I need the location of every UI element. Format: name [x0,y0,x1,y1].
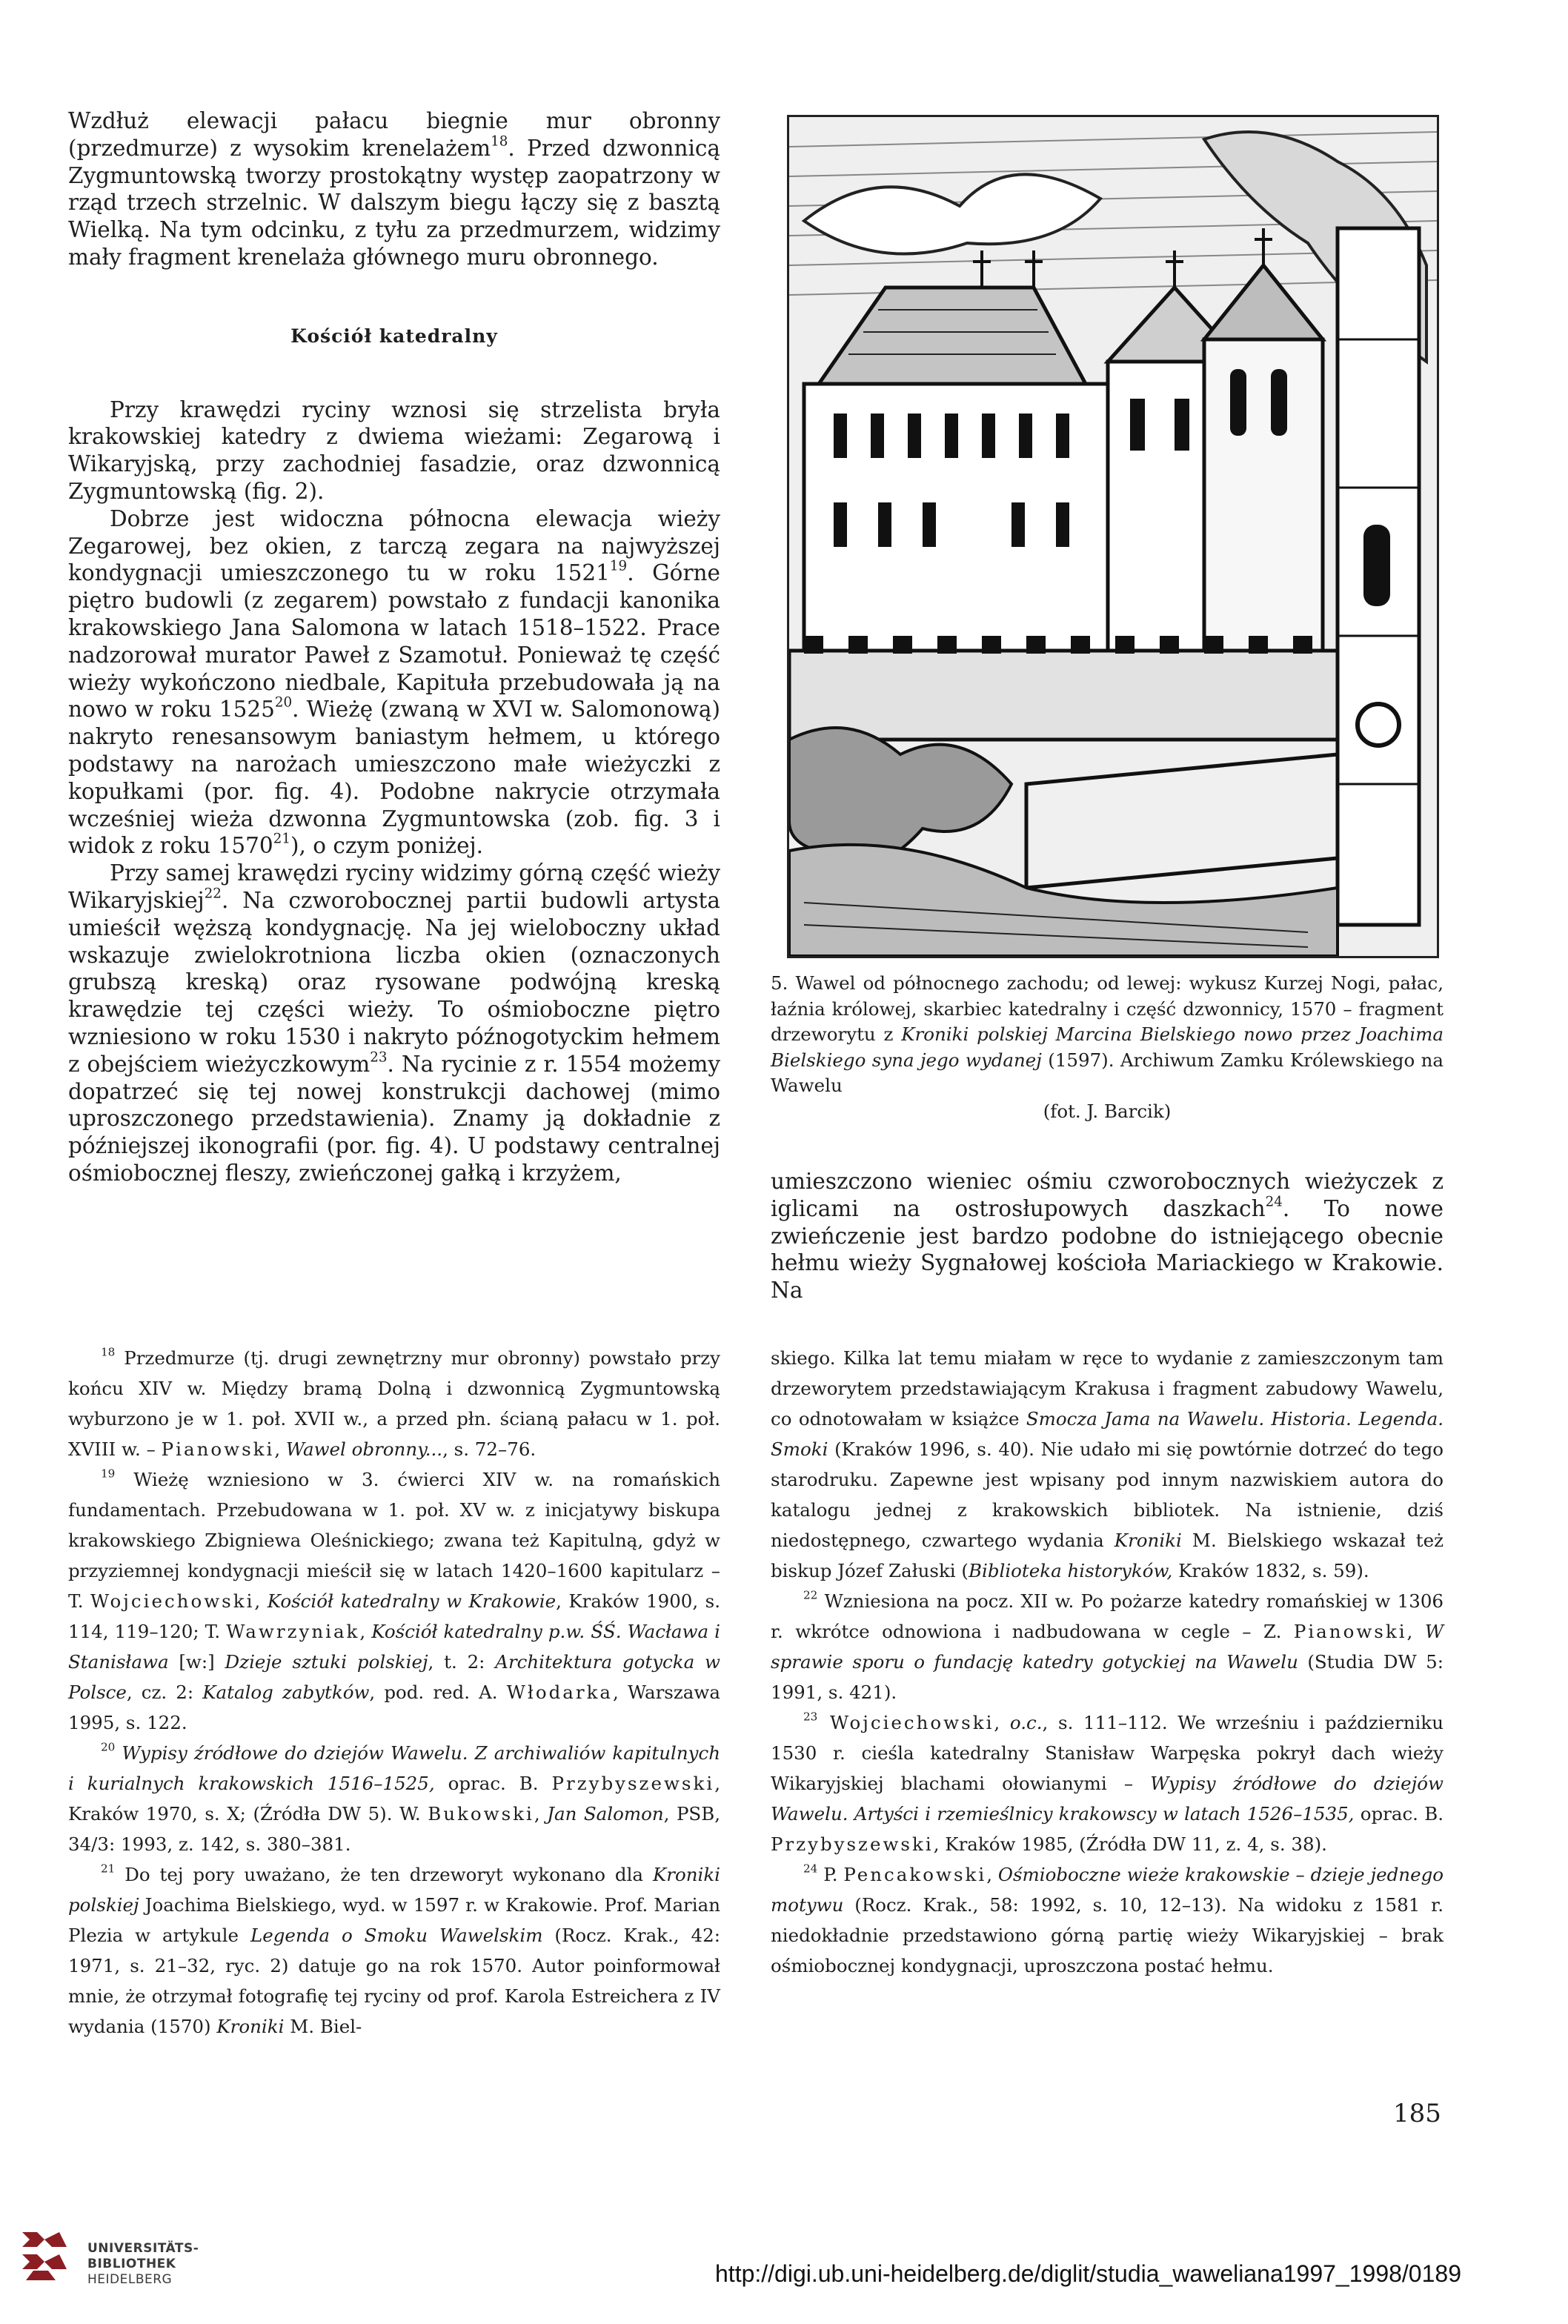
right-column-text [771,1168,1444,1304]
photo-credit: (fot. J. Barcik) [1043,1100,1172,1122]
page-number: 185 [1393,2099,1441,2128]
footnote-24: $^{24}$ P. Pencakowski, Ośmioboczne wieże krakowskie – dzieje jednego motywu (Rocz. Krak., 58: 1992, s. 10, 12–13). Na widoku z 1581 r. niedokładnie przedstawiono górną partię wieży Wikaryjskiej – brak ośmiobocznej kondygnacji, uproszczona postać hełmu. [771,1862,1444,1976]
footnote-ref-22[interactable]: 22 [204,886,222,902]
figure-woodcut-wawel [787,115,1439,958]
footnote-21-continued: skiego. Kilka lat temu miałam w ręce to wydanie z zamieszczonym tam drzeworytem przedstawiającym Krakusa i fragment zabudowy Wawelu, co odnotowałam w książce Smocza Jama na Wawelu. Historia. Legenda. Smoki (Kraków 1996, s. 40). Nie udało mi się powtórnie dotrzeć do tego starodruku. Zapewne jest wpisany pod innym nazwiskiem autora do katalogu jednej z krakowskich bibliotek. Na istnienie, dziś niedostępnego, czwartego wydania Kroniki M. Bielskiego wskazał też biskup Józef Załuski (Biblioteka historyków, Kraków 1832, s. 59). [771,1347,1444,1581]
paragraph-wieniec: umieszczono wieniec ośmiu czworobocznych wieżyczek z iglicami na ostrosłupowych daszkach$^{24}$. To nowe zwieńczenie jest bardzo podobne do istniejącego obecnie hełmu wieży Sygnałowej kościoła Mariackiego w Krakowie. Na [771,1169,1444,1304]
footnote-23: $^{23}$ Wojciechowski, o.c., s. 111–112. We wrześniu i październiku 1530 r. cieśla katedralny Stanisław Warpęska pokrył dach wieży Wikaryjskiej blachami ołowianymi – Wypisy źródłowe do dziejów Wawelu. Artyści i rzemieślnicy krakowscy w latach 1526–1535, oprac. B. Przybyszewski, Kraków 1985, (Źródła DW 11, z. 4, s. 38). [771,1710,1444,1855]
paragraph-wieza-wikaryjska: Przy samej krawędzi ryciny widzimy górną część wieży Wikaryjskiej$^{22}$. Na czworobocznej partii budowli artysta umieścił węższą kondygnację. Na jej wieloboczny układ wskazuje zwielokrotniona liczba okien (oznaczonych grubszą kreską) oraz rysowane podwójną kreską krawędzie tej części wieży. To ośmioboczne piętro wzniesiono w roku 1530 i nakryto późnogotyckim hełmem z obejściem wieżyczkowym$^{23}$. Na rycinie z r. 1554 możemy dopatrzeć się tej nowej konstrukcji dachowej (mimo uproszczonego przedstawienia). Znamy ją dokładnie z późniejszej ikonografii (por. fig. 4). U podstawy centralnej ośmiobocznej fleszy, zwieńczonej gałką i krzyżem, [68,860,721,1186]
left-footnotes [68,1343,720,2042]
university-library-logo-icon [15,2225,74,2284]
footnote-18: $^{18}$ Przedmurze (tj. drugi zewnętrzny mur obronny) powstało przy końcu XIV w. Między bramą Dolną i dzwonnicą Zygmuntowską wyburzono je w 1. poł. XVII w., a przed płn. ścianą pałacu w 1. poł. XVIII w. – Pianowski, Wawel obronny..., s. 72–76. [68,1345,720,1460]
footer-bar [0,2210,1568,2324]
woodcut-illustration [789,117,1437,956]
paragraph-przedmurze: Wzdłuż elewacji pałacu biegnie mur obronny (przedmurze) z wysokim krenelażem$^{18}$. Przed dzwonnicą Zygmuntowską tworzy prostokątny występ zaopatrzony w rząd trzech strzelnic. W dalszym biegu łączy się z basztą Wielką. Na tym odcinku, z tyłu za przedmurzem, widzimy mały fragment krenelaża głównego muru obronnego. [68,108,721,270]
footnote-19: $^{19}$ Wieżę wzniesiono w 3. ćwierci XIV w. na romańskich fundamentach. Przebudowana w 1. poł. XV w. z inicjatywy biskupa krakowskiego Zbigniewa Oleśnickiego; zwana też Kapitulną, gdyż w przyziemnej kondygnacji mieścił się w latach 1420–1600 kapitularz – T. Wojciechowski, Kościół katedralny w Krakowie, Kraków 1900, s. 114, 119–120; T. Wawrzyniak, Kościół katedralny p.w. ŚŚ. Wacława i Stanisława [w:] Dzieje sztuki polskiej, t. 2: Architektura gotycka w Polsce, cz. 2: Katalog zabytków, pod. red. A. Włodarka, Warszawa 1995, s. 122. [68,1467,721,1733]
footnote-20: $^{20}$ Wypisy źródłowe do dziejów Wawelu. Z archiwaliów kapitulnych i kurialnych krakowskich 1516–1525, oprac. B. Przybyszewski, Kraków 1970, s. X; (Źródła DW 5). W. Bukowski, Jan Salomon, PSB, 34/3: 1993, z. 142, s. 380–381. [68,1740,721,1855]
left-column-text [68,107,720,1187]
section-heading: Kościół katedralny [290,325,498,347]
footnote-ref-18[interactable]: 18 [491,133,508,150]
paragraph-katedra: Przy krawędzi ryciny wznosi się strzelista bryła krakowskiej katedry z dwiema wieżami: Zegarową i Wikaryjską, przy zachodniej fasadzie, oraz dzwonnicą Zygmuntowską (fig. 2). [68,396,720,504]
footnote-ref-20[interactable]: 20 [274,694,293,711]
source-url-link[interactable]: http://digi.ub.uni-heidelberg.de/diglit/studia_waweliana1997_1998/0189 [715,2260,1461,2287]
footnote-22: $^{22}$ Wzniesiona na pocz. XII w. Po pożarze katedry romańskiej w 1306 r. wkrótce odnowiona i nadbudowana w cegle – Z. Pianowski, W sprawie sporu o fundację katedry gotyckiej na Wawelu (Studia DW 5: 1991, s. 421). [771,1588,1444,1703]
footnote-ref-19[interactable]: 19 [609,558,628,574]
paragraph-wieza-zegarowa: Dobrze jest widoczna północna elewacja wieży Zegarowej, bez okien, z tarczą zegara na najwyższej kondygnacji umieszczonego tu w roku 1521$^{19}$. Górne piętro budowli (z zegarem) powstało z fundacji kanonika krakowskiego Jana Salomona w latach 1518–1522. Prace nadzorował murator Paweł z Szamotuł. Ponieważ tę część wieży wykończono niedbale, Kapituła przebudowała ją na nowo w roku 1525$^{20}$. Wieżę (zwaną w XVI w. Salomonową) nakryto renesansowym baniastym hełmem, u którego podstawy na narożach umieszczono małe wieżyczki z kopułkami (por. fig. 4). Podobne nakrycie otrzymała wcześniej wieża dzwonna Zygmuntowska (zob. fig. 3 i widok z roku 1570$^{21}$), o czym poniżej. [68,505,721,859]
footnote-ref-21[interactable]: 21 [273,831,290,847]
footnote-21: $^{21}$ Do tej pory uważano, że ten drzeworyt wykonano dla Kroniki polskiej Joachima Bielskiego, wyd. w 1597 r. w Krakowie. Prof. Marian Plezia w artykule Legenda o Smoku Wawelskim (Rocz. Krak., 42: 1971, s. 21–32, ryc. 2) datuje go na rok 1570. Autor poinformował mnie, że otrzymał fotografię tej ryciny od prof. Karola Estreichera z IV wydania (1570) Kroniki M. Biel- [68,1862,720,2037]
library-name: UNIVERSITÄTS- BIBLIOTHEK HEIDELBERG [87,2241,199,2287]
figure-caption: 5. Wawel od północnego zachodu; od lewej: wykusz Kurzej Nogi, pałac, łaźnia królowej, skarbiec katedralny i część dzwonnicy, 1570 – fragment drzeworytu z Kroniki polskiej Marcina Bielskiego nowo przez Joachima Bielskiego syna jego wydanej (1597). Archiwum Zamku Królewskiego na Wawelu (fot. J. Barcik) [771,971,1444,1124]
right-footnotes [771,1343,1444,1981]
footnote-ref-24[interactable]: 24 [1265,1194,1283,1210]
footnote-ref-23[interactable]: 23 [370,1049,388,1065]
